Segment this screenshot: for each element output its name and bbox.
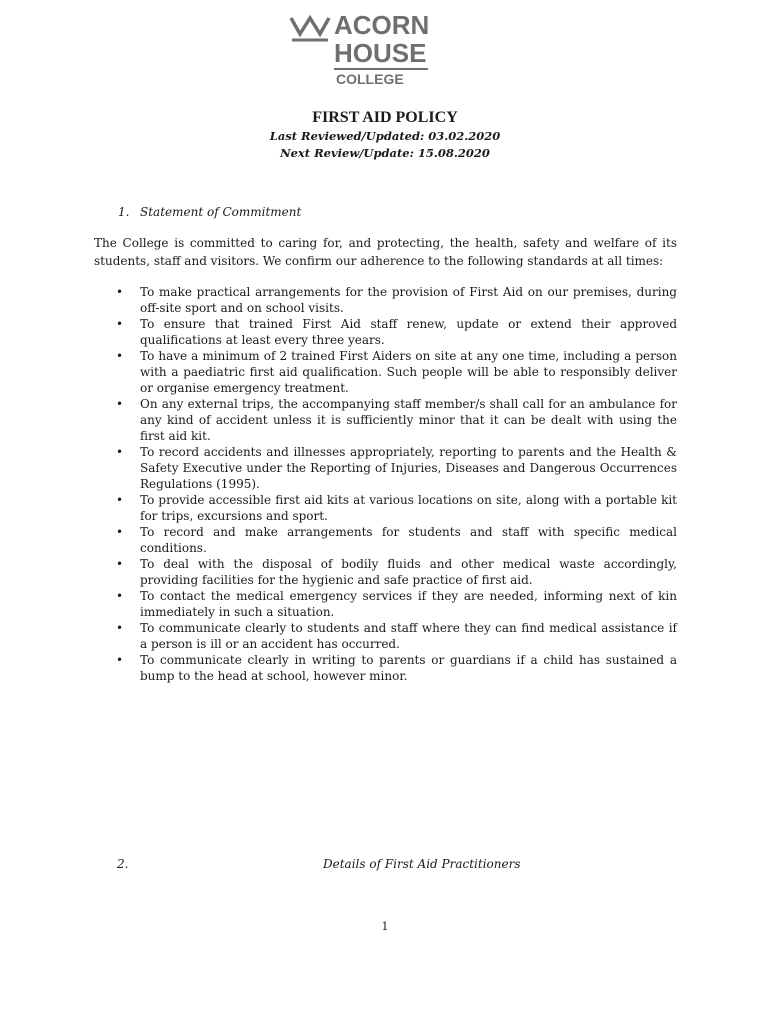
list-item-text: To deal with the disposal of bodily fluids and other medical waste accordingly, providing facilities for the hygienic and safe practice of first aid.	[140, 557, 677, 587]
list-item	[94, 652, 677, 684]
list-item	[94, 284, 677, 316]
section-2-heading: Details of First Aid Practitioners	[323, 857, 521, 871]
logo-text-acorn: ACORN	[334, 10, 430, 40]
section-1-number: 1.	[118, 205, 130, 219]
bullet-icon: •	[116, 285, 124, 299]
section-1-intro: The College is committed to caring for, and protecting, the health, safety and welfare of its students, staff and visitors. We confirm our adherence to the following standards at all times:	[94, 236, 677, 268]
list-item	[94, 556, 677, 588]
list-item-text: To make practical arrangements for the provision of First Aid on our premises, during off-site sport and on school visits.	[140, 285, 677, 315]
last-reviewed-date: Last Reviewed/Updated: 03.02.2020	[269, 129, 501, 143]
bullet-icon: •	[116, 621, 124, 635]
bullet-icon: •	[116, 349, 124, 363]
list-item	[94, 588, 677, 620]
list-item-text: On any external trips, the accompanying staff member/s shall call for an ambulance for any kind of accident unless it is sufficiently minor that it can be dealt with using the first aid kit.	[140, 397, 677, 443]
crown-icon	[288, 12, 332, 52]
section-2-number: 2.	[117, 857, 129, 871]
list-item	[94, 348, 677, 396]
bullet-icon: •	[116, 557, 124, 571]
list-item-text: To ensure that trained First Aid staff renew, update or extend their approved qualifications at least every three years.	[140, 317, 677, 347]
bullet-icon: •	[116, 525, 124, 539]
list-item-text: To provide accessible first aid kits at various locations on site, along with a portable kit for trips, excursions and sport.	[140, 493, 677, 523]
list-item-text: To communicate clearly in writing to parents or guardians if a child has sustained a bump to the head at school, however minor.	[140, 653, 677, 683]
bullet-icon: •	[116, 397, 124, 411]
logo-text-house: HOUSE	[334, 38, 427, 68]
section-1-heading: Statement of Commitment	[140, 205, 302, 219]
bullet-icon: •	[116, 653, 124, 667]
document-title: FIRST AID POLICY	[312, 109, 458, 126]
commitment-list	[94, 284, 677, 684]
list-item	[94, 524, 677, 556]
list-item-text: To contact the medical emergency services if they are needed, informing next of kin immediately in such a situation.	[140, 589, 677, 619]
bullet-icon: •	[116, 493, 124, 507]
list-item	[94, 492, 677, 524]
bullet-icon: •	[116, 589, 124, 603]
list-item-text: To communicate clearly to students and staff where they can find medical assistance if a person is ill or an accident has occurred.	[140, 621, 677, 651]
page-number: 1	[381, 920, 389, 933]
list-item-text: To have a minimum of 2 trained First Aiders on site at any one time, including a person with a paediatric first aid qualification. Such people will be able to responsibly deliver or organise emergency treatment.	[140, 349, 677, 395]
logo-text-college: COLLEGE	[336, 71, 404, 87]
bullet-icon: •	[116, 317, 124, 331]
list-item	[94, 444, 677, 492]
next-review-date: Next Review/Update: 15.08.2020	[280, 146, 490, 160]
list-item-text: To record accidents and illnesses appropriately, reporting to parents and the Health & Safety Executive under the Reporting of Injuries, Diseases and Dangerous Occurrences Regulations (1995).	[140, 445, 677, 491]
bullet-icon: •	[116, 445, 124, 459]
college-logo	[286, 8, 436, 87]
list-item-text: To record and make arrangements for students and staff with specific medical conditions.	[140, 525, 677, 555]
logo-divider	[334, 68, 428, 70]
list-item	[94, 620, 677, 652]
list-item	[94, 316, 677, 348]
list-item	[94, 396, 677, 444]
